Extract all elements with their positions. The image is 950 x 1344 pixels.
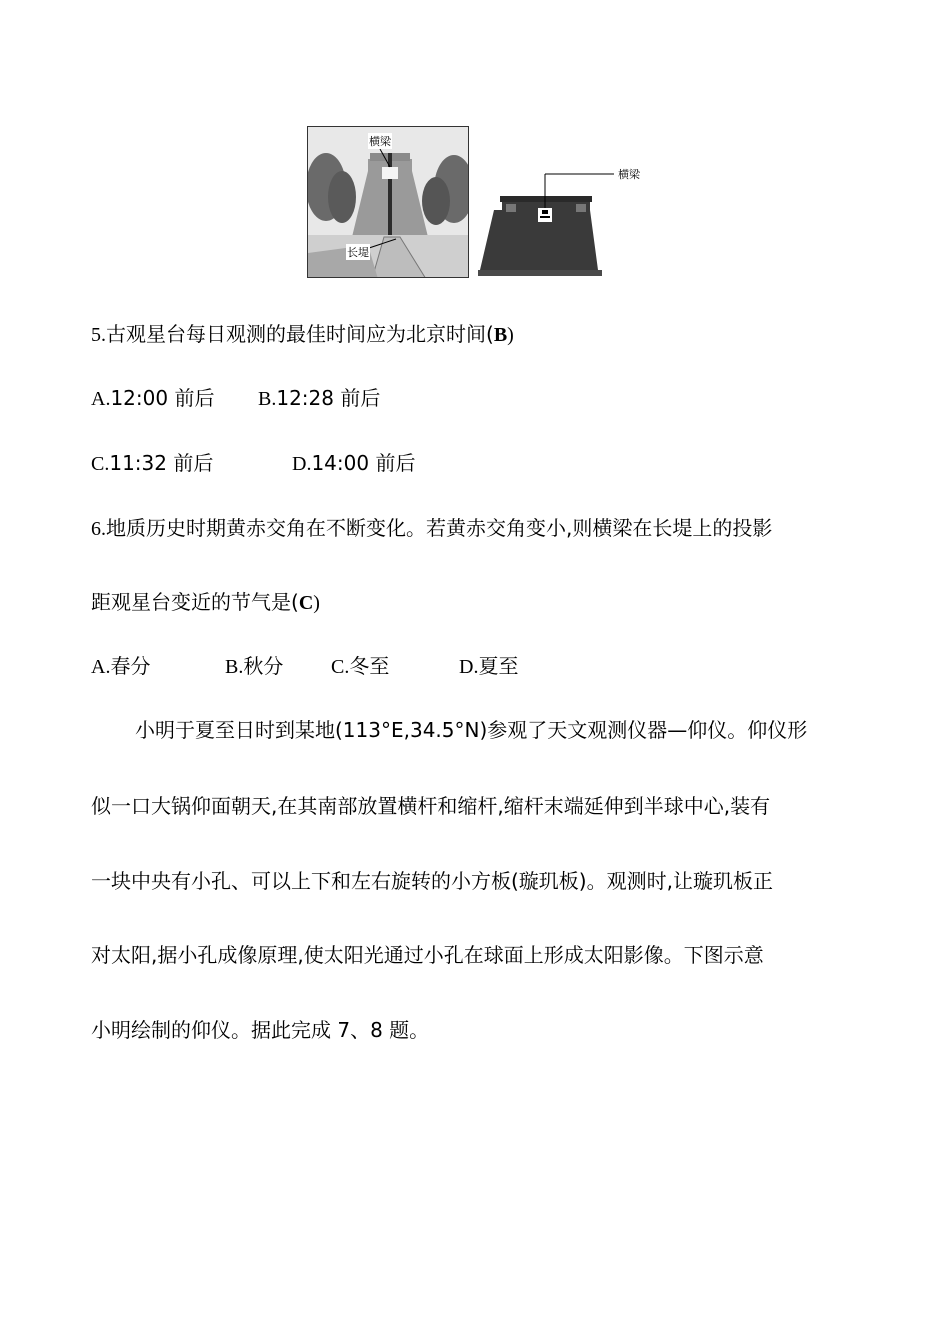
option-letter: B. [225,656,244,678]
option-letter: A. [91,656,111,678]
diagram-label-beam: 横梁 [618,168,640,181]
option-text: 12:00 前后 [110,386,215,410]
option-text: 夏至 [478,654,519,678]
passage-line-5: 小明绘制的仰仪。据此完成 7、8 题。 [91,1018,430,1042]
photo-label-embankment: 长堤 [347,246,369,259]
question-6-number: 6. [91,518,106,540]
question-5-option-b [258,386,380,411]
question-6-line-2 [91,590,320,615]
photo-label-beam: 横梁 [369,135,391,148]
question-6-option-c [331,654,389,679]
question-5-option-a [91,386,214,411]
option-letter: B. [258,388,277,410]
question-6-stem-2: 距观星台变近的节气是( [91,590,299,614]
option-text: 春分 [110,654,151,678]
question-6-option-d [459,654,518,679]
option-text: 12:28 前后 [276,386,381,410]
question-5-option-d [292,451,415,476]
observatory-photo-drawing [308,127,469,278]
option-text: 冬至 [349,654,390,678]
passage-line-2: 似一口大锅仰面朝天,在其南部放置横杆和缩杆,缩杆末端延伸到半球中心,装有 [91,794,771,818]
option-text: 14:00 前后 [311,451,416,475]
passage-line-4: 对太阳,据小孔成像原理,使太阳光通过小孔在球面上形成太阳影像。下图示意 [91,943,764,967]
option-letter: D. [292,453,312,475]
question-6-close: ) [313,592,320,614]
question-6-answer: C [298,592,314,614]
option-text: 秋分 [243,654,284,678]
question-6-option-b [225,654,283,679]
option-letter: D. [459,656,479,678]
question-5-close: ) [507,324,514,346]
question-6-line-1 [91,516,772,541]
passage-line-1: 小明于夏至日时到某地(113°E,34.5°N)参观了天文观测仪器—仰仪。仰仪形 [135,718,808,742]
question-5-number: 5. [91,324,106,346]
question-5 [91,322,514,347]
option-letter: A. [91,388,111,410]
question-5-stem: 古观星台每日观测的最佳时间应为北京时间( [106,322,494,346]
beam-diagram [478,160,658,280]
option-text: 11:32 前后 [109,451,214,475]
question-6-stem-1: 地质历史时期黄赤交角在不断变化。若黄赤交角变小,则横梁在长堤上的投影 [106,516,773,540]
question-5-option-c [91,451,213,476]
option-letter: C. [331,656,350,678]
question-5-answer: B [493,324,508,346]
observatory-photo [307,126,469,278]
option-letter: C. [91,453,110,475]
question-6-option-a [91,654,150,679]
passage-line-3: 一块中央有小孔、可以上下和左右旋转的小方板(璇玑板)。观测时,让璇玑板正 [91,869,773,893]
